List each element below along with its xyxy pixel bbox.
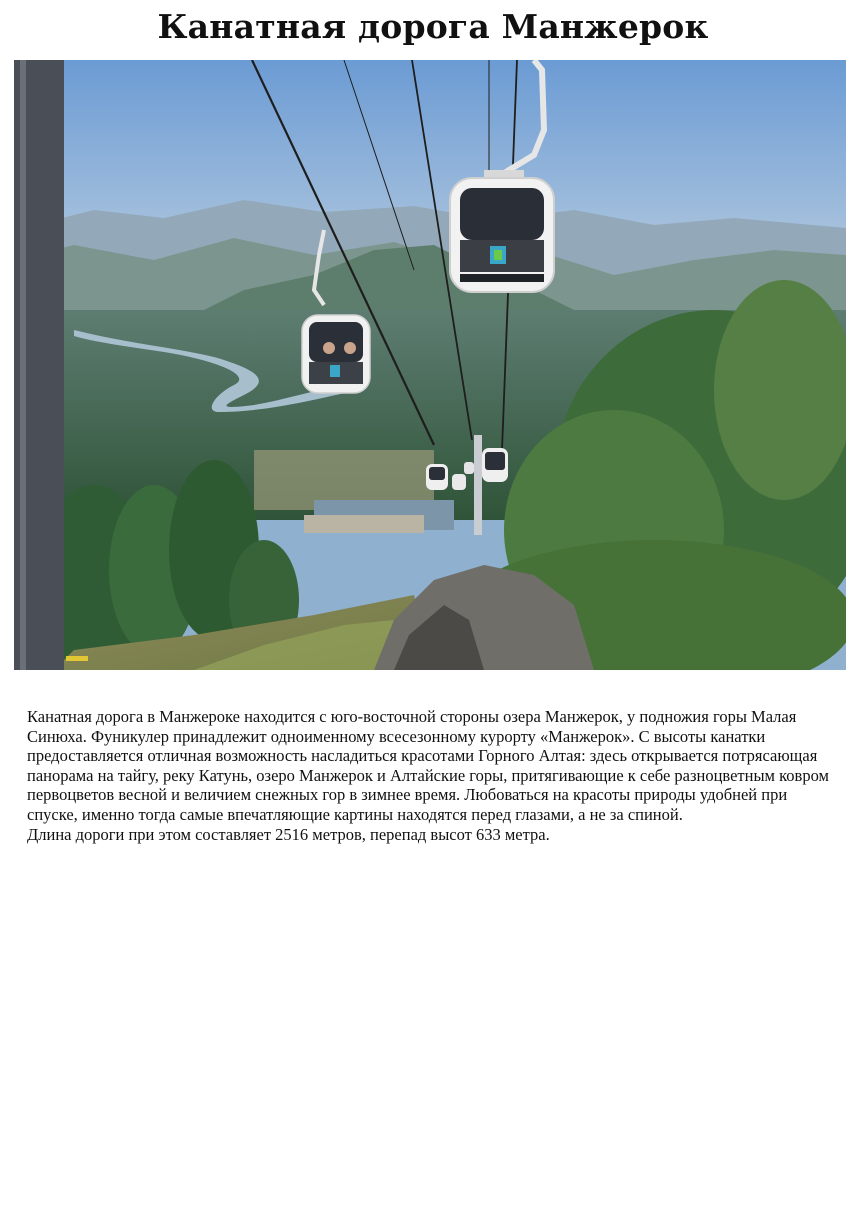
paragraph-description: Канатная дорога в Манжероке находится с юго-восточной стороны озера Манжерок, у подножия горы Малая Синюха. Фуникулер принадлежит одноименному всесезонному курорту «Манжерок». С высоты канатки предоставляется отличная возможность насладиться красотами Горного Алтая: здесь открывается потрясающая панорама на тайгу, реку Катунь, озеро Манжерок и Алтайские горы, притягивающие к себе разноцветным ковром первоцветов весной и величием снежных гор в зимнее время. Любоваться на красоты природы удобней при спуске, именно тогда самые впечатляющие картины находятся перед глазами, а не за спиной.: [27, 707, 829, 824]
field: [304, 515, 424, 533]
page-title: Канатная дорога Манжерок: [157, 7, 709, 46]
article-text: [27, 707, 842, 844]
yellow-marker: [66, 656, 88, 661]
photo-illustration: [14, 60, 846, 670]
gondola-lift-photo: [14, 60, 846, 670]
paragraph-length: Длина дороги при этом составляет 2516 метров, перепад высот 633 метра.: [27, 824, 550, 844]
far-pylon: [474, 435, 482, 535]
pylon-highlight: [20, 60, 26, 670]
